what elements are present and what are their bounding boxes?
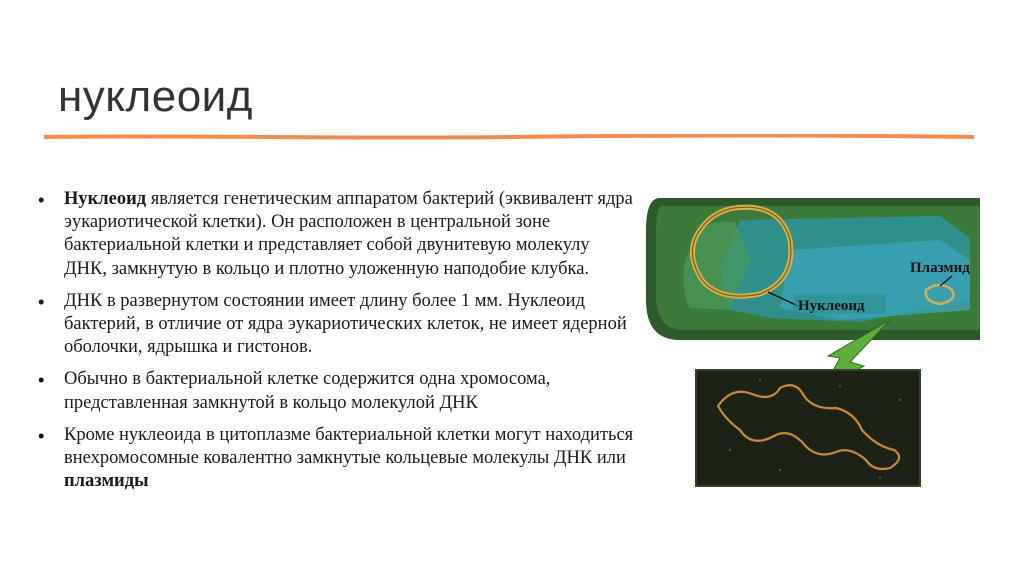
bullet-list bbox=[34, 188, 634, 502]
bullet-item bbox=[34, 188, 634, 281]
title-underline bbox=[44, 134, 974, 140]
bullet-text: является генетическим аппаратом бактерий (эквивалент ядра эукариотической клетки). Он расположен в центральной зоне бактериальной клетки и представляет собой двунитевую молекулу ДНК, замкнутую в кольцо и плотно уложенную наподобие клубка. bbox=[64, 189, 633, 279]
bullet-marker: • bbox=[38, 369, 45, 391]
bullet-text: ДНК в развернутом состоянии имеет длину более 1 мм. Нуклеоид бактерий, в отличие от ядра эукариотических клеток, не имеет ядерной оболочки, ядрышка и гистонов. bbox=[64, 290, 627, 358]
bold-term: Нуклеоид bbox=[64, 189, 147, 209]
slide-title: нуклеоид bbox=[58, 72, 253, 121]
bacterium-illustration bbox=[640, 190, 980, 490]
bullet-marker: • bbox=[38, 424, 45, 446]
bullet-marker: • bbox=[38, 189, 45, 210]
plasmid-label: Плазмид bbox=[910, 260, 970, 276]
bullet-text: Кроме нуклеоида в цитоплазме бактериальной клетки могут находиться внехромосомные ковалентно замкнутые кольцевые молекулы ДНК или bbox=[64, 424, 634, 469]
bullet-text: Обычно в бактериальной клетке содержится одна хромосома, представленная замкнутой в кольцо молекулой ДНК bbox=[64, 369, 551, 413]
bullet-marker: • bbox=[38, 290, 45, 312]
dna-micrograph bbox=[696, 370, 920, 486]
nucleoid-label: Нуклеоид bbox=[798, 298, 865, 314]
bullet-item bbox=[34, 290, 634, 360]
bold-term: плазмиды bbox=[64, 471, 149, 492]
bullet-item bbox=[34, 424, 634, 494]
bullet-item bbox=[34, 368, 634, 414]
